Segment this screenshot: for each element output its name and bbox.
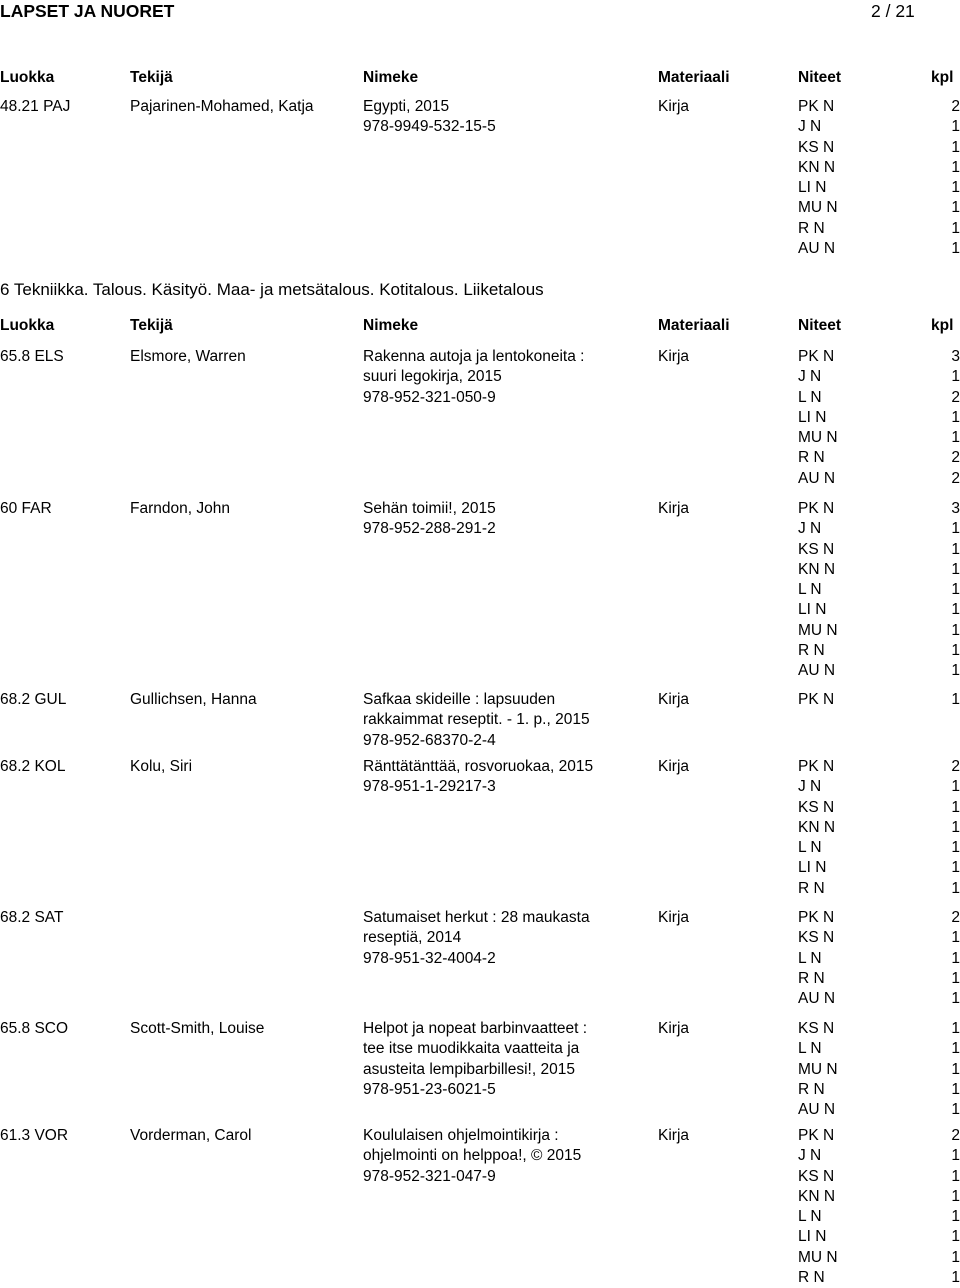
page-number: 2 / 21 (871, 1, 915, 21)
nite-row (798, 621, 960, 641)
entry-nimeke-line: Koululaisen ohjelmointikirja : (363, 1127, 559, 1144)
entry-nimeke-line: asusteita lempibarbillesi!, 2015 (363, 1060, 575, 1078)
nite-count: 1 (951, 1020, 960, 1037)
nite-count: 1 (951, 859, 960, 877)
nite-location: MU N (798, 199, 838, 217)
column-header-nimeke: Nimeke (363, 69, 419, 86)
nite-location: L N (798, 1040, 822, 1058)
nite-row (798, 560, 960, 580)
nite-location: J N (798, 118, 822, 136)
nite-row (798, 928, 960, 948)
nite-count: 1 (951, 798, 960, 816)
entry-niteet (798, 757, 960, 899)
nite-count: 1 (951, 662, 960, 680)
entry-luokka: 68.2 KOL (0, 758, 66, 775)
entry-nimeke (363, 1019, 587, 1100)
entry-nimeke-line: Ränttätänttää, rosvoruokaa, 2015 (363, 758, 594, 775)
nite-location: KN N (798, 158, 836, 176)
entry-materiaali: Kirja (658, 909, 690, 926)
nite-row (798, 469, 960, 489)
nite-count: 2 (951, 909, 960, 926)
nite-count: 1 (951, 969, 960, 987)
entry-nimeke-line: reseptiä, 2014 (363, 929, 462, 947)
entry-nimeke-line: Helpot ja nopeat barbinvaatteet : (363, 1020, 588, 1037)
nite-count: 1 (951, 1147, 960, 1165)
entry-materiaali: Kirja (658, 1020, 690, 1037)
entry-niteet (798, 690, 960, 710)
nite-location: KS N (798, 929, 835, 947)
nite-row (798, 540, 960, 560)
nite-row (798, 347, 960, 367)
nite-count: 2 (951, 449, 960, 467)
nite-location: J N (798, 520, 822, 538)
entry-nimeke (363, 347, 584, 408)
entry-luokka: 61.3 VOR (0, 1127, 69, 1144)
entry-nimeke-line: tee itse muodikkaita vaatteita ja (363, 1040, 580, 1058)
entry-nimeke (363, 1126, 581, 1187)
nite-row (798, 1207, 960, 1227)
nite-count: 3 (951, 500, 960, 517)
nite-count: 1 (951, 520, 960, 538)
nite-row (798, 1167, 960, 1187)
nite-count: 1 (951, 1228, 960, 1246)
nite-count: 2 (951, 758, 960, 775)
entry-nimeke-line: 978-952-321-050-9 (363, 388, 496, 406)
column-header-nimeke: Nimeke (363, 317, 419, 334)
nite-row (798, 138, 960, 158)
nite-count: 1 (951, 1208, 960, 1226)
entry-nimeke-line: Sehän toimii!, 2015 (363, 500, 496, 517)
nite-row (798, 519, 960, 539)
nite-count: 1 (951, 560, 960, 578)
entry-luokka: 60 FAR (0, 500, 52, 517)
entry-tekija: Vorderman, Carol (130, 1127, 252, 1144)
entry-tekija: Pajarinen-Mohamed, Katja (130, 98, 314, 115)
nite-location: KN N (798, 560, 836, 578)
page-title: LAPSET JA NUORET (0, 1, 175, 21)
nite-location: R N (798, 449, 825, 467)
entry-niteet (798, 347, 960, 489)
nite-location: R N (798, 642, 825, 660)
nite-location: PK N (798, 758, 835, 775)
nite-location: L N (798, 388, 822, 406)
nite-location: AU N (798, 469, 836, 487)
entry-nimeke-line: 978-951-1-29217-3 (363, 778, 496, 796)
column-header-materiaali: Materiaali (658, 69, 730, 86)
entry-luokka: 65.8 ELS (0, 348, 64, 365)
entry-nimeke-line: Safkaa skideille : lapsuuden (363, 691, 556, 708)
nite-count: 2 (951, 388, 960, 406)
nite-count: 1 (951, 839, 960, 857)
nite-row (798, 1146, 960, 1166)
nite-count: 3 (951, 348, 960, 365)
column-header-tekija: Tekijä (130, 317, 173, 334)
column-header-niteet: Niteet (798, 317, 842, 334)
entry-tekija: Farndon, John (130, 500, 230, 517)
nite-count: 1 (951, 818, 960, 836)
nite-location: PK N (798, 909, 835, 926)
nite-count: 1 (951, 778, 960, 796)
nite-count: 1 (951, 949, 960, 967)
nite-count: 1 (951, 642, 960, 660)
column-header-row (0, 68, 960, 88)
nite-row (798, 757, 960, 777)
nite-count: 2 (951, 1127, 960, 1144)
nite-row (798, 428, 960, 448)
nite-location: LI N (798, 408, 827, 426)
nite-row (798, 198, 960, 218)
nite-row (798, 969, 960, 989)
nite-row (798, 949, 960, 969)
nite-row (798, 1080, 960, 1100)
nite-count: 2 (951, 469, 960, 487)
nite-count: 1 (951, 1040, 960, 1058)
nite-count: 1 (951, 1060, 960, 1078)
nite-count: 1 (951, 1167, 960, 1185)
nite-row (798, 798, 960, 818)
nite-count: 1 (951, 408, 960, 426)
nite-row (798, 838, 960, 858)
nite-count: 1 (951, 138, 960, 156)
nite-row (798, 690, 960, 710)
nite-location: R N (798, 1269, 825, 1287)
entry-materiaali: Kirja (658, 691, 690, 708)
nite-location: AU N (798, 1101, 836, 1119)
entry-niteet (798, 1126, 960, 1288)
nite-row (798, 989, 960, 1009)
nite-count: 1 (951, 240, 960, 258)
nite-location: LI N (798, 859, 827, 877)
nite-count: 1 (951, 879, 960, 897)
entry-tekija: Gullichsen, Hanna (130, 691, 257, 708)
entry-materiaali: Kirja (658, 98, 690, 115)
nite-count: 1 (951, 1248, 960, 1266)
entry-nimeke-line: Egypti, 2015 (363, 98, 450, 115)
entry-nimeke-line: 978-952-288-291-2 (363, 520, 496, 538)
nite-location: J N (798, 1147, 822, 1165)
nite-location: LI N (798, 179, 827, 197)
nite-location: J N (798, 368, 822, 386)
nite-row (798, 117, 960, 137)
nite-count: 1 (951, 601, 960, 619)
nite-count: 1 (951, 1080, 960, 1098)
nite-row (798, 1227, 960, 1247)
nite-count: 1 (951, 929, 960, 947)
nite-row (798, 448, 960, 468)
column-header-luokka: Luokka (0, 69, 55, 86)
nite-row (798, 367, 960, 387)
section-heading: 6 Tekniikka. Talous. Käsityö. Maa- ja metsätalous. Kotitalous. Liiketalous (0, 280, 544, 299)
entry-nimeke (363, 499, 496, 540)
nite-location: MU N (798, 1060, 838, 1078)
entry-nimeke-line: 978-952-321-047-9 (363, 1167, 496, 1185)
nite-location: MU N (798, 621, 838, 639)
nite-row (798, 858, 960, 878)
nite-location: KN N (798, 818, 836, 836)
nite-row (798, 1060, 960, 1080)
nite-row (798, 641, 960, 661)
nite-row (798, 1187, 960, 1207)
nite-count: 2 (951, 98, 960, 115)
nite-location: KS N (798, 798, 835, 816)
nite-count: 1 (951, 219, 960, 237)
nite-location: PK N (798, 98, 835, 115)
nite-count: 1 (951, 691, 960, 708)
entry-niteet (798, 908, 960, 1009)
nite-location: PK N (798, 1127, 835, 1144)
entry-niteet (798, 1019, 960, 1120)
nite-count: 1 (951, 179, 960, 197)
nite-row (798, 388, 960, 408)
entry-nimeke-line: 978-951-32-4004-2 (363, 949, 496, 967)
nite-row (798, 1126, 960, 1146)
entry-nimeke-line: 978-951-23-6021-5 (363, 1080, 496, 1098)
nite-row (798, 580, 960, 600)
nite-location: KN N (798, 1187, 836, 1205)
nite-row (798, 1248, 960, 1268)
nite-row (798, 97, 960, 117)
nite-location: PK N (798, 500, 835, 517)
nite-location: L N (798, 581, 822, 599)
entry-nimeke-line: 978-9949-532-15-5 (363, 118, 496, 136)
entry-nimeke (363, 690, 590, 751)
entry-luokka: 68.2 GUL (0, 691, 67, 708)
nite-location: LI N (798, 601, 827, 619)
entry-materiaali: Kirja (658, 758, 690, 775)
nite-count: 1 (951, 581, 960, 599)
nite-count: 1 (951, 199, 960, 217)
nite-location: PK N (798, 691, 835, 708)
entry-nimeke-line: suuri legokirja, 2015 (363, 368, 502, 386)
column-header-niteet: Niteet (798, 69, 842, 86)
column-header-tekija: Tekijä (130, 69, 173, 86)
nite-location: AU N (798, 240, 836, 258)
nite-location: MU N (798, 429, 838, 447)
nite-row (798, 178, 960, 198)
entry-luokka: 65.8 SCO (0, 1020, 69, 1037)
nite-row (798, 239, 960, 259)
nite-location: LI N (798, 1228, 827, 1246)
nite-row (798, 1039, 960, 1059)
nite-location: AU N (798, 990, 836, 1008)
entry-tekija: Scott-Smith, Louise (130, 1020, 265, 1037)
nite-location: R N (798, 1080, 825, 1098)
nite-location: MU N (798, 1248, 838, 1266)
nite-location: R N (798, 969, 825, 987)
nite-count: 1 (951, 158, 960, 176)
entry-materiaali: Kirja (658, 348, 690, 365)
nite-row (798, 408, 960, 428)
entry-niteet (798, 97, 960, 259)
nite-location: KS N (798, 540, 835, 558)
column-header-row (0, 316, 960, 336)
nite-location: KS N (798, 138, 835, 156)
nite-location: KS N (798, 1167, 835, 1185)
nite-location: PK N (798, 348, 835, 365)
entry-materiaali: Kirja (658, 1127, 690, 1144)
nite-row (798, 1100, 960, 1120)
nite-row (798, 1268, 960, 1288)
nite-count: 1 (951, 429, 960, 447)
nite-row (798, 158, 960, 178)
nite-location: KS N (798, 1020, 835, 1037)
entry-nimeke-line: 978-952-68370-2-4 (363, 731, 496, 749)
entry-nimeke (363, 757, 593, 798)
entry-niteet (798, 499, 960, 682)
nite-row (798, 879, 960, 899)
nite-location: J N (798, 778, 822, 796)
nite-row (798, 219, 960, 239)
entry-tekija: Kolu, Siri (130, 758, 193, 775)
entry-luokka: 48.21 PAJ (0, 98, 71, 115)
nite-row (798, 777, 960, 797)
nite-location: L N (798, 949, 822, 967)
nite-location: R N (798, 219, 825, 237)
entry-tekija: Elsmore, Warren (130, 348, 246, 365)
nite-count: 1 (951, 368, 960, 386)
nite-row (798, 818, 960, 838)
entry-nimeke-line: ohjelmointi on helppoa!, © 2015 (363, 1147, 582, 1165)
entry-nimeke (363, 908, 590, 969)
entry-nimeke-line: Satumaiset herkut : 28 maukasta (363, 909, 590, 926)
entry-luokka: 68.2 SAT (0, 909, 64, 926)
nite-row (798, 600, 960, 620)
entry-nimeke-line: Rakenna autoja ja lentokoneita : (363, 348, 585, 365)
nite-location: L N (798, 1208, 822, 1226)
nite-row (798, 661, 960, 681)
nite-count: 1 (951, 621, 960, 639)
nite-location: AU N (798, 662, 836, 680)
nite-row (798, 1019, 960, 1039)
column-header-luokka: Luokka (0, 317, 55, 334)
nite-count: 1 (951, 1187, 960, 1205)
nite-count: 1 (951, 118, 960, 136)
nite-count: 1 (951, 1101, 960, 1119)
nite-count: 1 (951, 990, 960, 1008)
nite-location: R N (798, 879, 825, 897)
column-header-materiaali: Materiaali (658, 317, 730, 334)
entry-nimeke (363, 97, 496, 138)
nite-row (798, 499, 960, 519)
entry-materiaali: Kirja (658, 500, 690, 517)
column-header-kpl: kpl (931, 69, 954, 86)
entry-nimeke-line: rakkaimmat reseptit. - 1. p., 2015 (363, 711, 590, 729)
nite-row (798, 908, 960, 928)
nite-location: L N (798, 839, 822, 857)
nite-count: 1 (951, 1269, 960, 1287)
column-header-kpl: kpl (931, 317, 954, 334)
nite-count: 1 (951, 540, 960, 558)
